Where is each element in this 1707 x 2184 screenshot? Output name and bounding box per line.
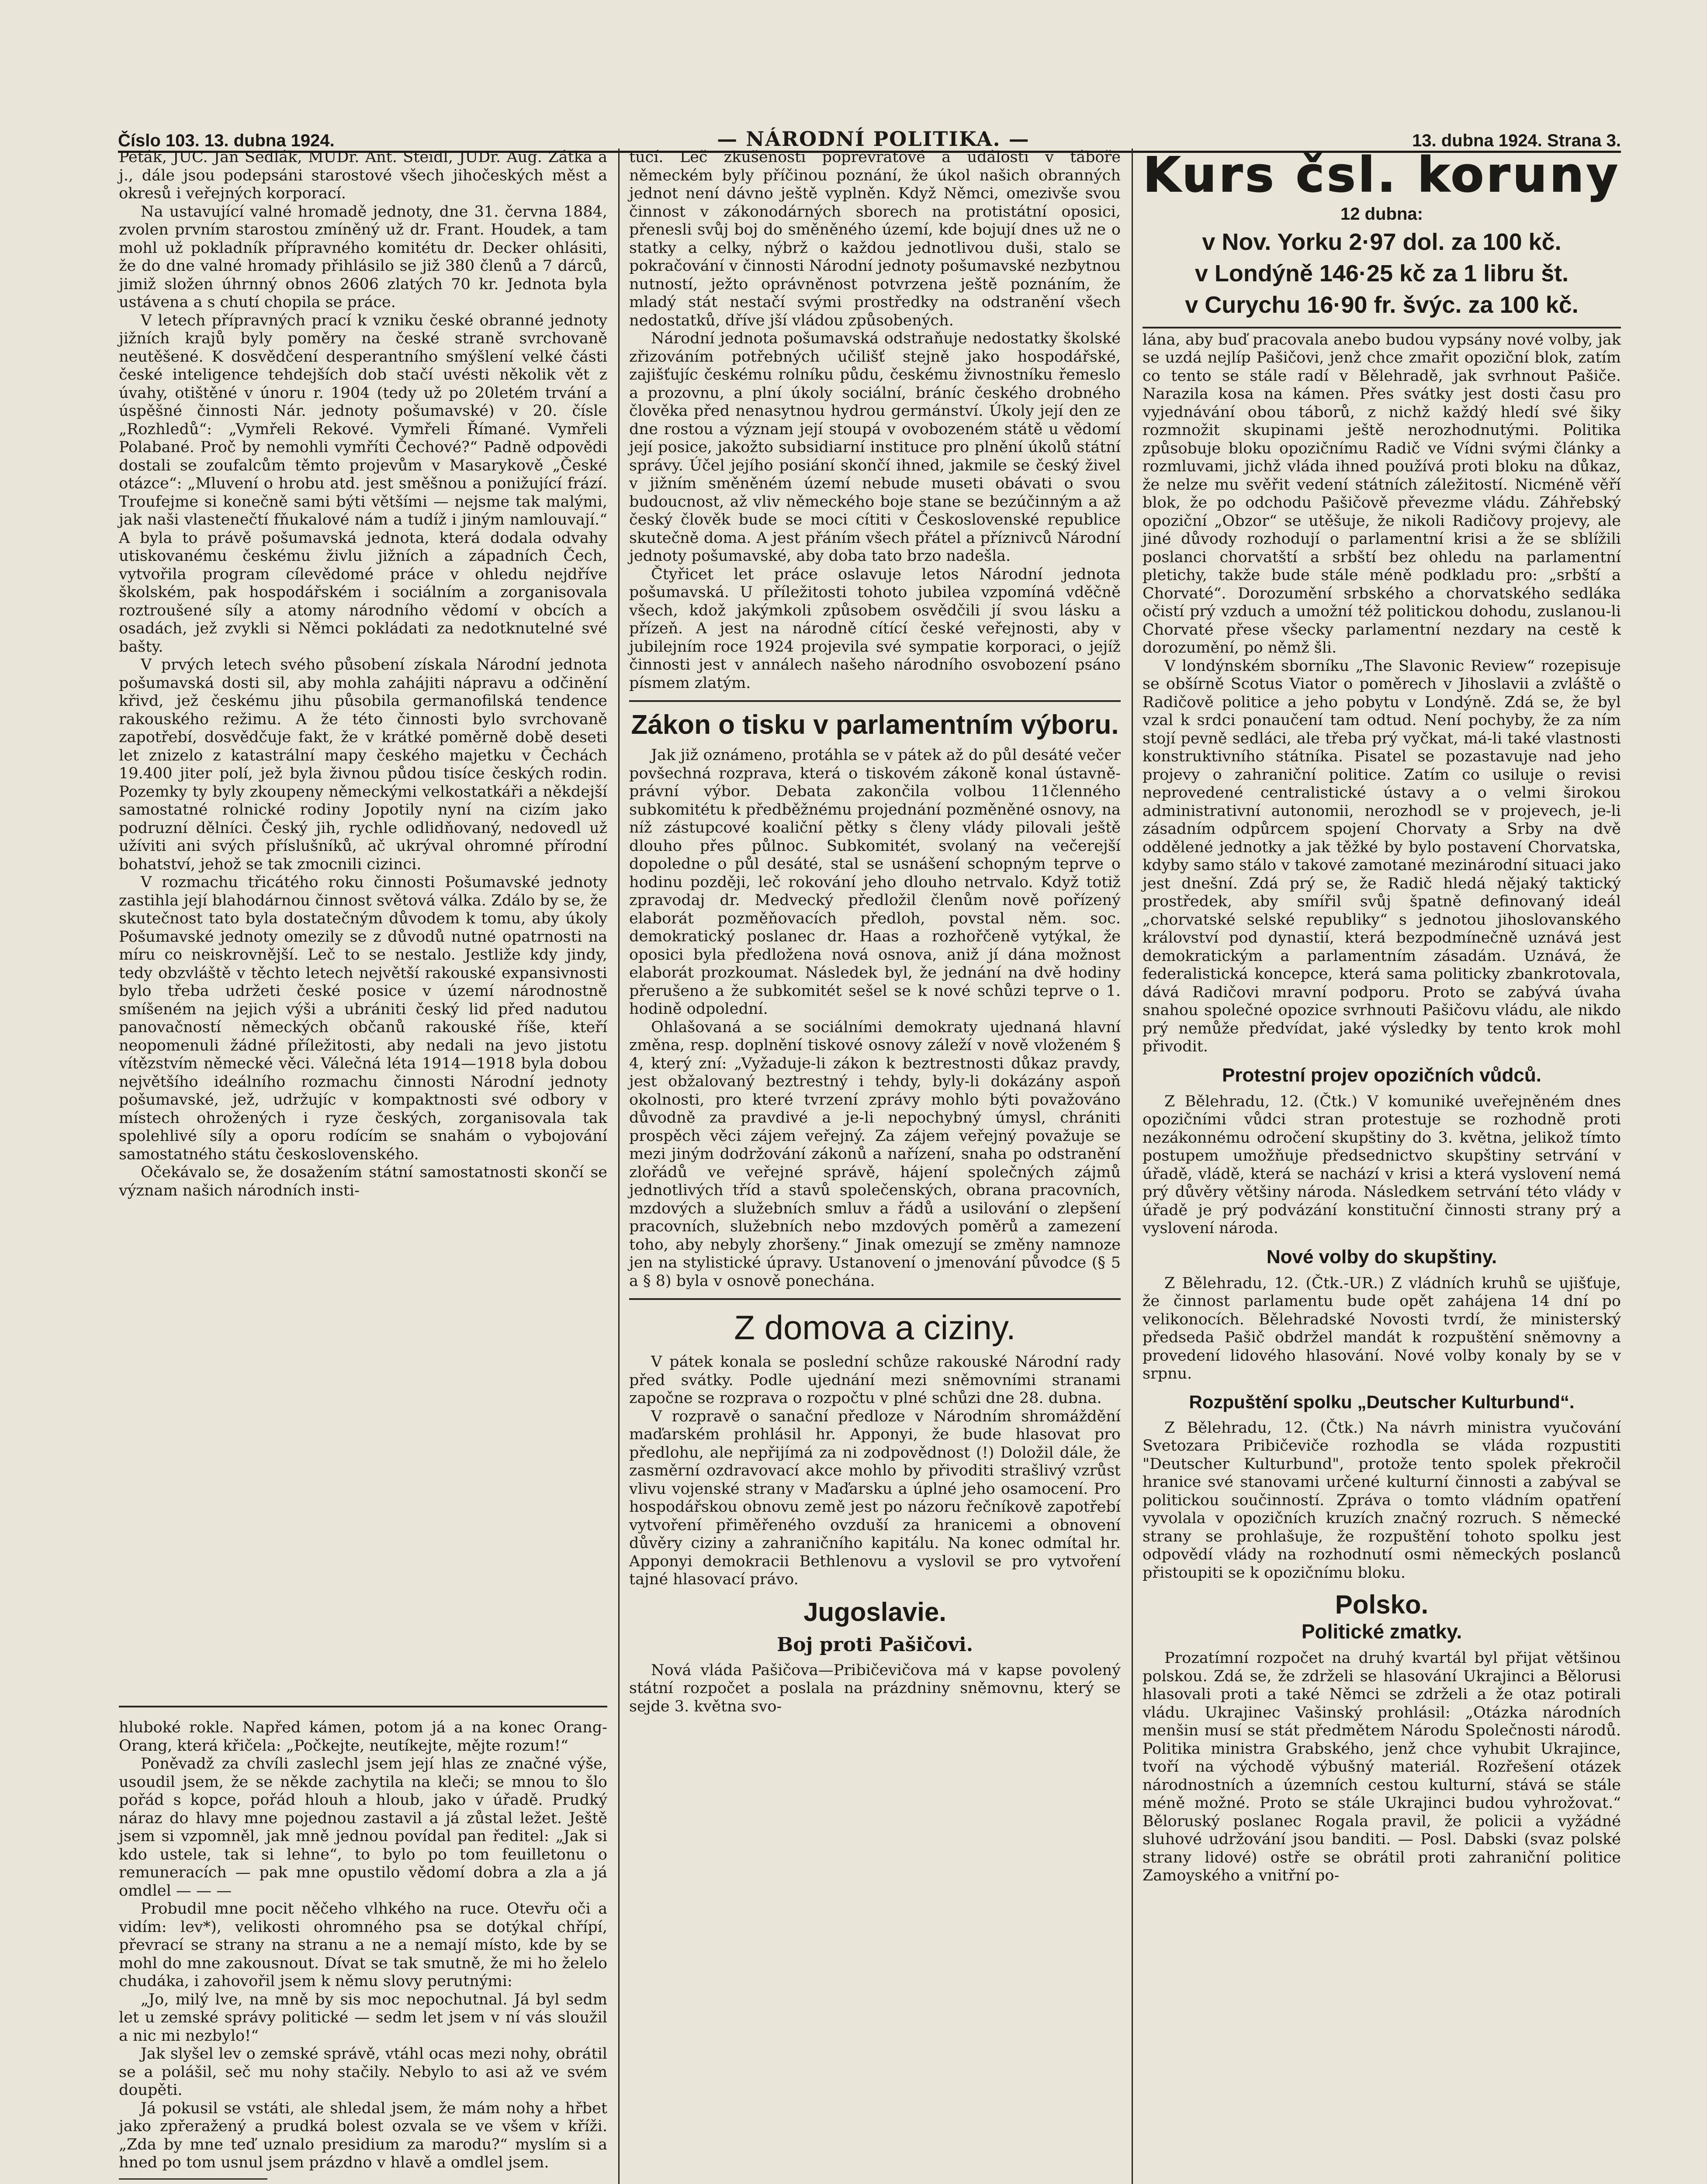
col1-paragraph: V rozmachu třicátého roku činnosti Pošumavské jednoty zastihla její blahodárnou činnost světová válka. Zdálo by se, že skutečnost tato byla dostatečným důvodem k tomu, aby úkoly Pošumavské jednoty omezily se z důvodů nutné opatrnosti na míru co neiskrovnější. Leč to se nestalo. Jestliže kdy jindy, tedy obzvláště v těchto letech největší rakouské expansivnosti bylo třeba udržeti české posice v území národnostně smíšeném na jejich výši a ubrániti český lid před nadutou panovačností německých občanů rakouské říše, kteří neopomenuli žádné příležitosti, aby nedali na jevo jistotu vítězstvím německé věci. Válečná léta 1914—1918 byla dobou největšího ideálního rozmachu činnosti Národní jednoty pošumavské, jež, udržujíc v kompaktnosti své odbory v místech ohrožených i ryze českých, zorganisovala tak spolehlivé síly a oporu rodícím se snahám o vybojování samostatného státu československého. (119, 874, 607, 1163)
subhead-political-turmoil: Politické zmatky. (1301, 1620, 1462, 1643)
feuilleton-paragraph: Já pokusil se vstáti, ale shledal jsem, že mám nohy a hřbet jako zpřeražený a prudká bolest ozvala se ve všem v kříži. „Zda by mne teď uznalo presidium za marodu?“ myslím si a hned po tom usnul jsem prázdno v hlavě a omdlel jsem. (119, 2099, 607, 2171)
feuilleton-paragraph: Poněvadž za chvíli zaslechl jsem její hlas ze značné výše, usoudil jsem, že se někde zachytila na kleči; se mnou to šlo pořád s kopce, pořád hlouh a hloub, jako v úřadě. Prudký náraz do hlavy mne pojednou zastavil a já zůstal ležet. Ještě jsem si vzpomněl, jak mně jednou povídal pan ředitel: „Jak si kdo ustele, tak si lehne“, to bylo po tom feuilletonu o remuneracích — pak mne opustilo vědomí dobra a zla a já omdlel — — — (119, 1755, 607, 1900)
page-header (118, 109, 1621, 151)
col2-paragraph: Ohlašovaná a se sociálními demokraty ujednaná hlavní změna, resp. doplnění tiskové osnovy záleží v nově vloženém § 4, který zní: „Vyžaduje-li zákon k beztrestnosti důkaz pravdy, jest obžalovaný beztrestný i tehdy, byly-li dokázány aspoň okolnosti, pro které tvrzení zprávy mohlo býti považováno důvodně za pravdivé a je-li nepochybný úmysl, chrániti prospěch věci zájem veřejný. Za zájem veřejný považuje se mezi jiným dodržování zákonů a nařízení, snaha po odstranění zlořádů ve veřejné správě, hájení společných zájmů jednotlivých tříd a stavů společenských, obrana pracovních, mzdových a služebních smluv a řádů a usilování o zlepšení pracovních, služebních nebo mzdových poměrů a zamezení toho, aby nebyly zhoršeny.“ Jinak omezují se změny namnoze jen na stylistické úpravy. Ustanovení o jmenování původce (§ 5 a § 8) byla v osnově ponechána. (629, 1018, 1121, 1290)
headline-new-elections: Nové volby do skupštiny. (1266, 1246, 1497, 1268)
feuilleton-paragraph: hluboké rokle. Napřed kámen, potom já a na konec Orang-Orang, která křičela: „Počkejte, neutíkejte, mějte rozum!“ (119, 1719, 607, 1755)
column-divider (618, 149, 620, 2184)
section-rule (629, 1298, 1121, 1300)
col1-paragraph: Na ustavující valné hromadě jednoty, dne 31. června 1884, zvolen prvním starostou zmíněný už dr. Frant. Houdek, a tam mohl už pokladník přípravného komitétu dr. Decker ohlásiti, že do dne valné hromady přihlásilo se již 380 členů a 7 dárců, jimiž složen úhrnný obnos 2606 zlatých 70 kr. Jednota byla ustávena a s chutí chopila se práce. (119, 203, 607, 311)
col3-paragraph: lána, aby buď pracovala anebo budou vypsány nové volby, jak se uzdá nejlíp Pašičovi, jenž chce zmařit opoziční blok, zatím co tento se stále radí v Bělehradě, jak svrhnout Pašiče. Narazila kosa na kámen. Přes svátky jest dosti času pro vyjednávání obou táborů, z nichž každý hledí své šiky rozmnožit skupinami ještě nerozhodnutými. Politika způsobuje bloku opozičnímu Radič ve Vídni svými články a rozmluvami, jichž vláda ihned používá proti bloku na důkaz, že nelze mu svěřit vedení státních záležitostí. Nicméně věří blok, že po odchodu Pašičově převezme vládu. Záhřebský opoziční „Obzor“ se utěšuje, že nikoli Radičovy projevy, ale jiné důvody rozhodují o parlamentní krisi a že se sblížili poslanci chorvatští a srbští bez ohledu na parlamentní pletichy, takže bude stále méně podkladu pro: „srbští a Chorvaté“. Dorozumění srbského a chorvatského sedláka očistí prý vzduch a umožní též politickou dohodu, zuslanou-li Chorvaté přese všecky parlamentní nezdary na cestě k dorozumění, po němž šli. (1143, 331, 1621, 657)
col3-paragraph: Z Bělehradu, 12. (Čtk.-UR.) Z vládních kruhů se ujišťuje, že činnost parlamentu bude opět zahájena 14 dní po velikonocích. Bělehradské Novosti tvrdí, že ministerský předseda Pašič obdržel mandát k rozpuštění sněmovny a provedení lidového hlasování. Nové volby konaly by se v srpnu. (1143, 1274, 1621, 1382)
section-rule (1143, 327, 1621, 328)
col2-paragraph: V pátek konala se poslední schůze rakouské Národní rady před svátky. Podle ujednání mezi sněmovními stranami započne se rozprava o rozpočtu v plné schůzi dne 28. dubna. (629, 1353, 1121, 1407)
headline-protest: Protestní projev opozičních vůdců. (1222, 1064, 1541, 1086)
col1-paragraph: V prvých letech svého působení získala Národní jednota pošumavská dosti sil, aby mohla zahájiti nápravu a odčinění křivd, jež českému jihu působila germanofilská tendence rakouského režimu. A že této činnosti bylo svrchovaně zapotřebí, dosvědčuje fakt, že v krátké poměrně době deseti let znizelo z katastrální mapy českého majetku v Čechách 19.400 jiter polí, jež byla živnou půdou tisíce českých rodin. Pozemky ty byly zkoupeny německými velkostatkáři a někdejší samostatné rolnické rodiny Jopotily nyní na cizím jako podruzní dělníci. Český jih, rychle odlidňovaný, nedovedl už užíviti ani svých příslušníků, ač ukrýval ohromné přírodní bohatství, jehož se tak zmocnili cizinci. (119, 656, 607, 873)
col3-paragraph: V londýnském sborníku „The Slavonic Review“ rozepisuje se obšírně Scotus Viator o poměrech v Jihoslavii a zvláště o Radičově politice a jeho pobytu v Londýně. Zdá se, že byl vzal k srdci ponaučení tam odtud. Není pochyby, že za ním stojí pevně sedláci, ale třeba prý vyčkat, má-li také vlastnosti konstruktivního státníka. Pisatel se pozastavuje nad jeho projevy o zahraniční politice. Zatím co usiluje o revisi neprovedené centralistické ústavy a o velmi širokou administrativní autonomii, nerozhodl se v projevech, je-li zásadním odpůrcem spojení Chorvaty a Srby na dvě oddělené jednotky a jak těžké by bylo postavení Chorvatska, kdyby samo stálo v takové zamotané mezinárodní situaci jako jest dnešní. Zdá prý se, že Radič hledá nějaký taktický prostředek, aby smířil svůj špatně definovaný ideál „chorvatské selské republiky“ s jednotou jihoslovanského království pod dynastií, která bezpodmínečně uznává jest demokratickým a parlamentním zásadám. Uznává, že federalistická koncepce, která sama politicky zbankrotovala, dává Radičovi mravní podporu. Proto se zabývá úvaha snahou společné opozice svrhnouti Pašičovu vládu, ale nikdo prý nemůže předvídat, jaké výsledky by tento krok mohl přivodit. (1143, 657, 1621, 1055)
col3-paragraph: Z Bělehradu, 12. (Čtk.) Na návrh ministra vyučování Svetozara Pribičeviče rozhodla se vláda rozpustiti "Deutscher Kulturbund", protože tento spolek překročil hranice své stanovami určené kulturní činnosti a zabýval se politickou součinností. Zpráva o tomto vládním opatření vyvolala v opozičních kruzích značný rozruch. S německé strany se prohlašuje, že rozpuštění tohoto spolku jest odpovědí vlády na rozhodnutí osmi německých poslanců přistoupiti se k opozičnímu bloku. (1143, 1419, 1621, 1582)
feuilleton-rule (119, 1706, 607, 1707)
header-date-page: 13. dubna 1924. Strana 3. (1412, 131, 1621, 150)
column-2 (629, 149, 1121, 1716)
feuilleton-paragraph: Probudil mne pocit něčeho vlhkého na ruce. Otevřu oči a vidím: lev*), velikosti ohromného psa se dotýkal chřípí, převrací se strany na stranu a ne a nemají místo, kde by se mohl do mne zakousnout. Dívat se tak smutně, že mi ho želelo chudáka, i zahovořil jsem k němu slovy perutnými: (119, 1900, 607, 1990)
rate-zurich: v Curychu 16·90 fr. švýc. za 100 kč. (1185, 291, 1579, 318)
col2-paragraph: Nová vláda Pašičova—Pribičevičova má v kapse povolený státní rozpočet a poslala na prázdniny sněmovnu, který se sejde 3. května svo- (629, 1661, 1121, 1715)
koruna-rate-title: Kurs čsl. koruny (1143, 147, 1620, 203)
col3-paragraph: Z Bělehradu, 12. (Čtk.) V komuniké uveřejněném dnes opozičními vůdci stran protestuje se rozhodně proti nezákonnému odročení skupštiny do 3. května, jelikož tímto postupem umožňuje předsednictvo skupštiny setrvání v úřadě, vládě, která se nachází v krisi a která vyslovení nemá prý důvěry většiny národa. Následkem setrvání této vlády v úřadě je prý podvázání konstituční činnosti strany prý a vyslovení národa. (1143, 1092, 1621, 1237)
footnote-rule (119, 2178, 267, 2180)
col1-paragraph: V letech přípravných prací k vzniku české obranné jednoty jižních krajů byly poměry na české straně svrchovaně neutěšené. K dosvědčení desperantního smýšlení velké části české inteligence tehdejších dob stačí uvésti několik vět z úvahy, otištěné v únoru r. 1904 (tedy už po 20letém trvání a úspěšné činnosti Nár. jednoty pošumavské) v 20. čísle „Rozhledů“: „Vymřeli Rekové. Vymřeli Římané. Vymřeli Polabané. Proč by nemohli vymříti Čechové?“ Padně odpovědi dostali se zoufalcům těmto projevům v Masarykově „České otázce“: „Mluvení o hrobu atd. jest směšnou a ponižující frází. Troufejme si konečně sami býti většími — nejsme tak malými, jak naši vlastenečtí fňukalové nám a tudíž i jiným namlouvají.“ A byla to právě pošumavská jednota, která dodala odvahy utiskovanému českému živlu jižních a západních Čech, vytvořila program cílevědomé práce v ohledu nejdříve školském, pak hospodářském i sociálním a zorganisovala roztroušené síly a atomy národního vědomí v obcích a osadách, jež zvykli si Němci pokládati za nedotknutelné své bašty. (119, 311, 607, 656)
col1-paragraph: Peták, JUC. Jan Sedlák, MUDr. Ant. Steidl, JUDr. Aug. Zátka a j., dále jsou podepsáni starostové všech jihočeských měst a okresů i veřejných korporací. (119, 149, 607, 202)
col1-paragraph: Očekávalo se, že dosažením státní samostatnosti skončí se význam našich národních insti- (119, 1164, 607, 1199)
col3-paragraph: Prozatímní rozpočet na druhý kvartál byl přijat většinou polskou. Zdá se, že zdrželi se hlasování Ukrajinci a Bělorusi hlasovali proti a také Němci se zdrželi a že otaz potirali vládu. Ukrajinec Vašinský prohlásil: „Otázka národních menšin musí se stát předmětem Národu Společnosti národů. Politika ministra Grabského, jenž chce vyhubit Ukrajince, tvoří na východě výbušný materiál. Rozřešení otázek národnostních a územních cestou kulturní, stává se stále méně možné. Proto se stále Ukrajinci budou vyhrožovat.“ Běloruský poslanec Rogala pravil, že policii a vyžádné sluhové udržování jsou banditi. — Posl. Dabski (svaz polské strany lidové) ostře se obrátil proti zahraniční politice Zamoyského a vnitřní po- (1143, 1649, 1621, 1884)
headline-home-abroad: Z domova a ciziny. (734, 1308, 1016, 1347)
feuilleton-paragraph: Jak slyšel lev o zemské správě, vtáhl ocas mezi nohy, obrátil se a polášil, seč mu nohy stačily. Nebylo to asi až ve svém doupěti. (119, 2045, 607, 2099)
subhead-pasic: Boj proti Pašičovi. (776, 1633, 973, 1656)
rate-new-york: v Nov. Yorku 2·97 dol. za 100 kč. (1202, 228, 1562, 255)
col2-paragraph: V rozpravě o sanační předloze v Národním shromáždění maďarském prohlásil hr. Apponyi, že bude hlasovat pro předlohu, ale nepřijímá za ni zodpovědnost (!) Doložil dále, že zasměrní ozdravovací akce mohlo by přivoditi strašlivý vzrůst vlivu vojenské strany v Maďarsku a úplné jeho osamocení. Pro hospodářskou obnovu země jest po názoru řečníkově zapotřebí vytvoření přiměřeného ovzduší za hranicemi a obnovení důvěry ciziny a zahraničního kapitálu. Na konec odmítal hr. Apponyi demokracii Bethlenovu a vyslovil se pro vytvoření tajné hlasovací právo. (629, 1407, 1121, 1588)
column-3 (1143, 149, 1621, 1885)
feuilleton-paragraph: „Jo, milý lve, na mně by sis moc nepochutnal. Já byl sedm let u zemské správy politické — sedm let jsem v ní vás sloužil a nic mi nezbylo!“ (119, 1990, 607, 2045)
col2-paragraph: tucí. Leč zkušenosti poprevratové a události v táboře německém byly příčinou poznání, že úkol našich obranných jednot není dávno ještě vyplněn. Když Němci, omezivše svou činnost v zákonodárných sborech na protistátní oposici, přenesli svůj boj do směněného území, kde bojují dnes už ne o statky a celky, nýbrž o každou jednotlivou duši, stalo se pokračování v činnosti Národní jednoty pošumavské nezbytnou nutností, ježto oprávněnost potvrzena ještě poznáním, že mladý stát nestačí svými prostředky na odstranění všech nedostatků, dříve jší vládou způsobených. (629, 149, 1121, 329)
headline-kulturbund: Rozpuštění spolku „Deutscher Kulturbund“. (1189, 1391, 1575, 1412)
col2-paragraph: Národní jednota pošumavská odstraňuje nedostatky školské zřizováním potřebných učilišť stejně jako hospodářské, zajišťujíc českému rolníku půdu, českému živnostníku řemeslo a prozovnu, a plní úkoly sociální, bráníc českého drobného člověka před nenasytnou hydrou germánství. Úkoly její den ze dne rostou a význam její stoupá v ovobozeném státě u vědomí její posice, jakožto subsidiarní instituce pro plnění úkolů státní správy. Účel jejího posiání skončí ihned, jakmile se český živel v jižním směněném území nebude museti obávati o svou budoucnost, až vliv německého boje stane se bezúčinným a až český člověk bude se moci cítiti v Československé republice skutečně doma. A jest přáním všech přátel a příznivců Národní jednoty pošumavské, aby doba tato brzo nadešla. (629, 330, 1121, 565)
headline-press-law: Zákon o tisku v parlamentním výboru. (631, 710, 1119, 740)
header-title: — NÁRODNÍ POLITIKA. — (717, 127, 1030, 151)
col2-paragraph: Čtyřicet let práce oslavuje letos Národní jednota pošumavská. U příležitosti tohoto jubilea vzpomíná vděčně všech, kdož jakýmkoli způsobem osvědčili jí svou lásku a přízeň. A jest na národně cítící české veřejnosti, aby v jubilejním roce 1924 projevila své sympatie korporaci, o jejíž činnosti jest v annálech našeho národního osvobození psáno písmem zlatým. (629, 565, 1121, 692)
headline-yugoslavia: Jugoslavie. (803, 1597, 946, 1627)
section-rule (629, 700, 1121, 702)
col2-paragraph: Jak již oznámeno, protáhla se v pátek až do půl desáté večer povšechná rozprava, která o tiskovém zákoně konal ústavně-právní výbor. Debata zakončila volbou 11členného subkomitétu k předběžnému projednání pozměněné osnovy, na níž zástupcové koaliční pětky s členy vlády pilovali ještě dlouho přes půlnoc. Subkomitét, svolaný na večerejší dopoledne o půl desáté, stal se usnášení schopným teprve o hodinu později, leč rokování jeho dlouho netrvalo. Když totiž zpravodaj dr. Medvecký předložil členům nově pořízený elaborát pozměňovacích předloh, povstal něm. soc. demokratický poslanec dr. Haas a rozhořčeně vytýkal, že oposici byla předložena nová osnova, aniž jí dána možnost elaborát prozkoumat. Následek byl, že jednání na dvě hodiny přerušeno a že subkomitét sešel se k nové schůzi teprve o 1. hodině odpolední. (629, 746, 1121, 1018)
rate-london: v Londýně 146·25 kč za 1 libru št. (1195, 260, 1569, 287)
headline-poland: Polsko. (1335, 1590, 1429, 1619)
column-1-feuilleton (119, 1719, 607, 2184)
rate-date: 12 dubna: (1340, 204, 1423, 224)
header-issue: Číslo 103. 13. dubna 1924. (118, 131, 335, 150)
column-1 (119, 149, 607, 1200)
column-divider (1132, 149, 1133, 2184)
